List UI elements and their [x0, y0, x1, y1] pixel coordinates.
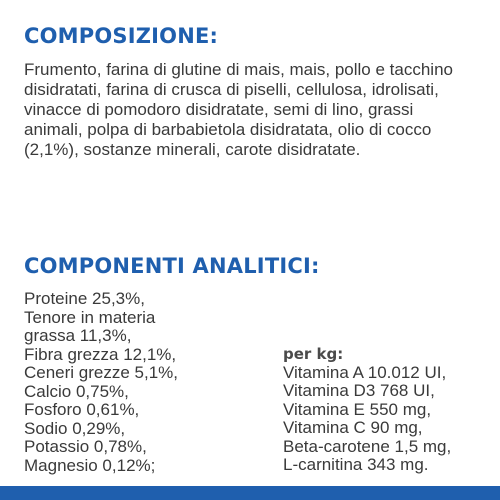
analytical-item: grassa 11,3%,: [24, 326, 132, 345]
analytical-item: Ceneri grezze 5,1%,: [24, 363, 179, 382]
additive-item: Vitamina E 550 mg,: [283, 399, 432, 419]
analytical-item: Tenore in materia: [24, 307, 156, 327]
analytical-item: Proteine 25,3%,: [24, 289, 145, 308]
analytical-item: Magnesio 0,12%;: [24, 455, 156, 475]
analytical-item: Calcio 0,75%,: [24, 381, 129, 401]
analytical-left-list: [24, 290, 234, 475]
analytical-components-heading: COMPONENTI ANALITICI:: [24, 254, 320, 278]
bottom-accent-bar: [0, 486, 500, 500]
analytical-item: Potassio 0,78%,: [24, 437, 147, 456]
analytical-item: Fibra grezza 12,1%,: [24, 344, 177, 364]
composition-text: Frumento, farina di glutine di mais, mais, pollo e tacchino disidratati, farina di crusca di piselli, cellulosa, idrolisati, vinacce di pomodoro disidratate, semi di lino, grassi animali, polpa di barbabietola disidratata, olio di cocco (2,1%), sostanze minerali, carote disidratate.: [24, 60, 453, 159]
per-kg-label: per kg:: [283, 345, 344, 363]
additive-item: Vitamina A 10.012 UI,: [283, 362, 447, 382]
additives-per-kg-list: [283, 345, 493, 475]
analytical-item: Fosforo 0,61%,: [24, 400, 140, 419]
additive-item: L-carnitina 343 mg.: [283, 455, 429, 474]
analytical-item: Sodio 0,29%,: [24, 418, 126, 438]
additive-item: Beta-carotene 1,5 mg,: [283, 436, 452, 456]
additive-item: Vitamina C 90 mg,: [283, 418, 423, 437]
composition-heading: COMPOSIZIONE:: [24, 24, 219, 48]
additive-item: Vitamina D3 768 UI,: [283, 381, 435, 400]
